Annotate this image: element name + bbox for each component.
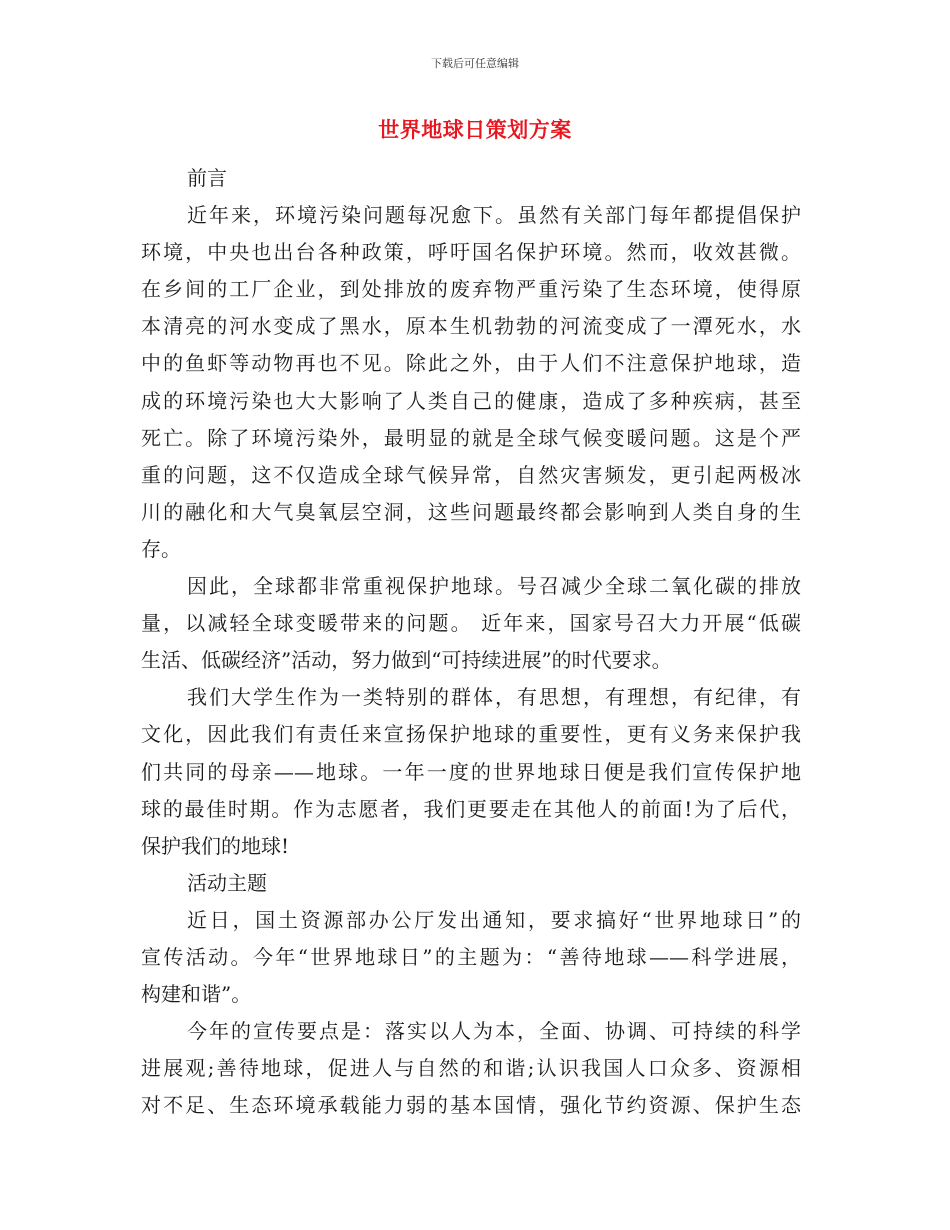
paragraph-line: 近年来，环境污染问题每况愈下。虽然有关部门每年都提倡保护 [187, 203, 801, 228]
section-heading-theme: 活动主题 [187, 870, 267, 895]
section-heading-preface: 前言 [187, 166, 227, 190]
page-title: 世界地球日策划方案 [378, 117, 572, 142]
paragraph-line: 在乡间的工厂企业，到处排放的废弃物严重污染了生态环境，使得原 [141, 277, 801, 302]
paragraph-line: 保护我们的地球! [141, 833, 290, 858]
paragraph-line: 文化，因此我们有责任来宣扬保护地球的重要性，更有义务来保护我 [141, 722, 801, 747]
document-body [141, 160, 801, 1124]
paragraph-line: 存。 [141, 536, 181, 561]
paragraph-line: 球的最佳时期。作为志愿者，我们更要走在其他人的前面!为了后代， [141, 796, 801, 821]
paragraph-preface-1 [141, 197, 801, 568]
paragraph-preface-3 [141, 679, 801, 864]
paragraph-line: 对不足、生态环境承载能力弱的基本国情，强化节约资源、保护生态 [141, 1093, 801, 1118]
paragraph-line: 中的鱼虾等动物再也不见。除此之外，由于人们不注意保护地球，造 [141, 351, 801, 376]
paragraph-line: 生活、低碳经济”活动，努力做到“可持续进展”的时代要求。 [141, 648, 672, 673]
paragraph-line: 我们大学生作为一类特别的群体，有思想，有理想，有纪律，有 [187, 685, 801, 710]
paragraph-line: 宣传活动。今年“世界地球日”的主题为：“善待地球——科学进展， [141, 944, 801, 969]
paragraph-line: 近日，国土资源部办公厅发出通知，要求搞好“世界地球日”的 [187, 907, 801, 932]
paragraph-preface-2 [141, 568, 801, 679]
paragraph-line: 进展观;善待地球，促进人与自然的和谐;认识我国人口众多、资源相 [141, 1056, 801, 1081]
paragraph-line: 构建和谐”。 [141, 982, 252, 1007]
paragraph-line: 今年的宣传要点是：落实以人为本，全面、协调、可持续的科学 [187, 1019, 801, 1044]
header-note: 下载后可任意编辑 [431, 57, 519, 70]
paragraph-line: 环境，中央也出台各种政策，呼吁国名保护环境。然而，收效甚微。 [141, 240, 801, 265]
paragraph-line: 本清亮的河水变成了黑水，原本生机勃勃的河流变成了一潭死水，水 [141, 314, 801, 339]
paragraph-line: 重的问题，这不仅造成全球气候异常，自然灾害频发，更引起两极冰 [141, 462, 801, 487]
paragraph-line: 量，以减轻全球变暖带来的问题。 近年来，国家号召大力开展“低碳 [141, 611, 801, 636]
paragraph-line: 死亡。除了环境污染外，最明显的就是全球气候变暖问题。这是个严 [141, 425, 801, 450]
paragraph-line: 成的环境污染也大大影响了人类自己的健康，造成了多种疾病，甚至 [141, 388, 801, 413]
paragraph-line: 因此，全球都非常重视保护地球。号召减少全球二氧化碳的排放 [187, 574, 801, 599]
paragraph-theme-1 [141, 902, 801, 1013]
paragraph-line: 川的融化和大气臭氧层空洞，这些问题最终都会影响到人类自身的生 [141, 499, 801, 524]
paragraph-theme-2 [141, 1013, 801, 1124]
paragraph-line: 们共同的母亲——地球。一年一度的世界地球日便是我们宣传保护地 [141, 759, 801, 784]
